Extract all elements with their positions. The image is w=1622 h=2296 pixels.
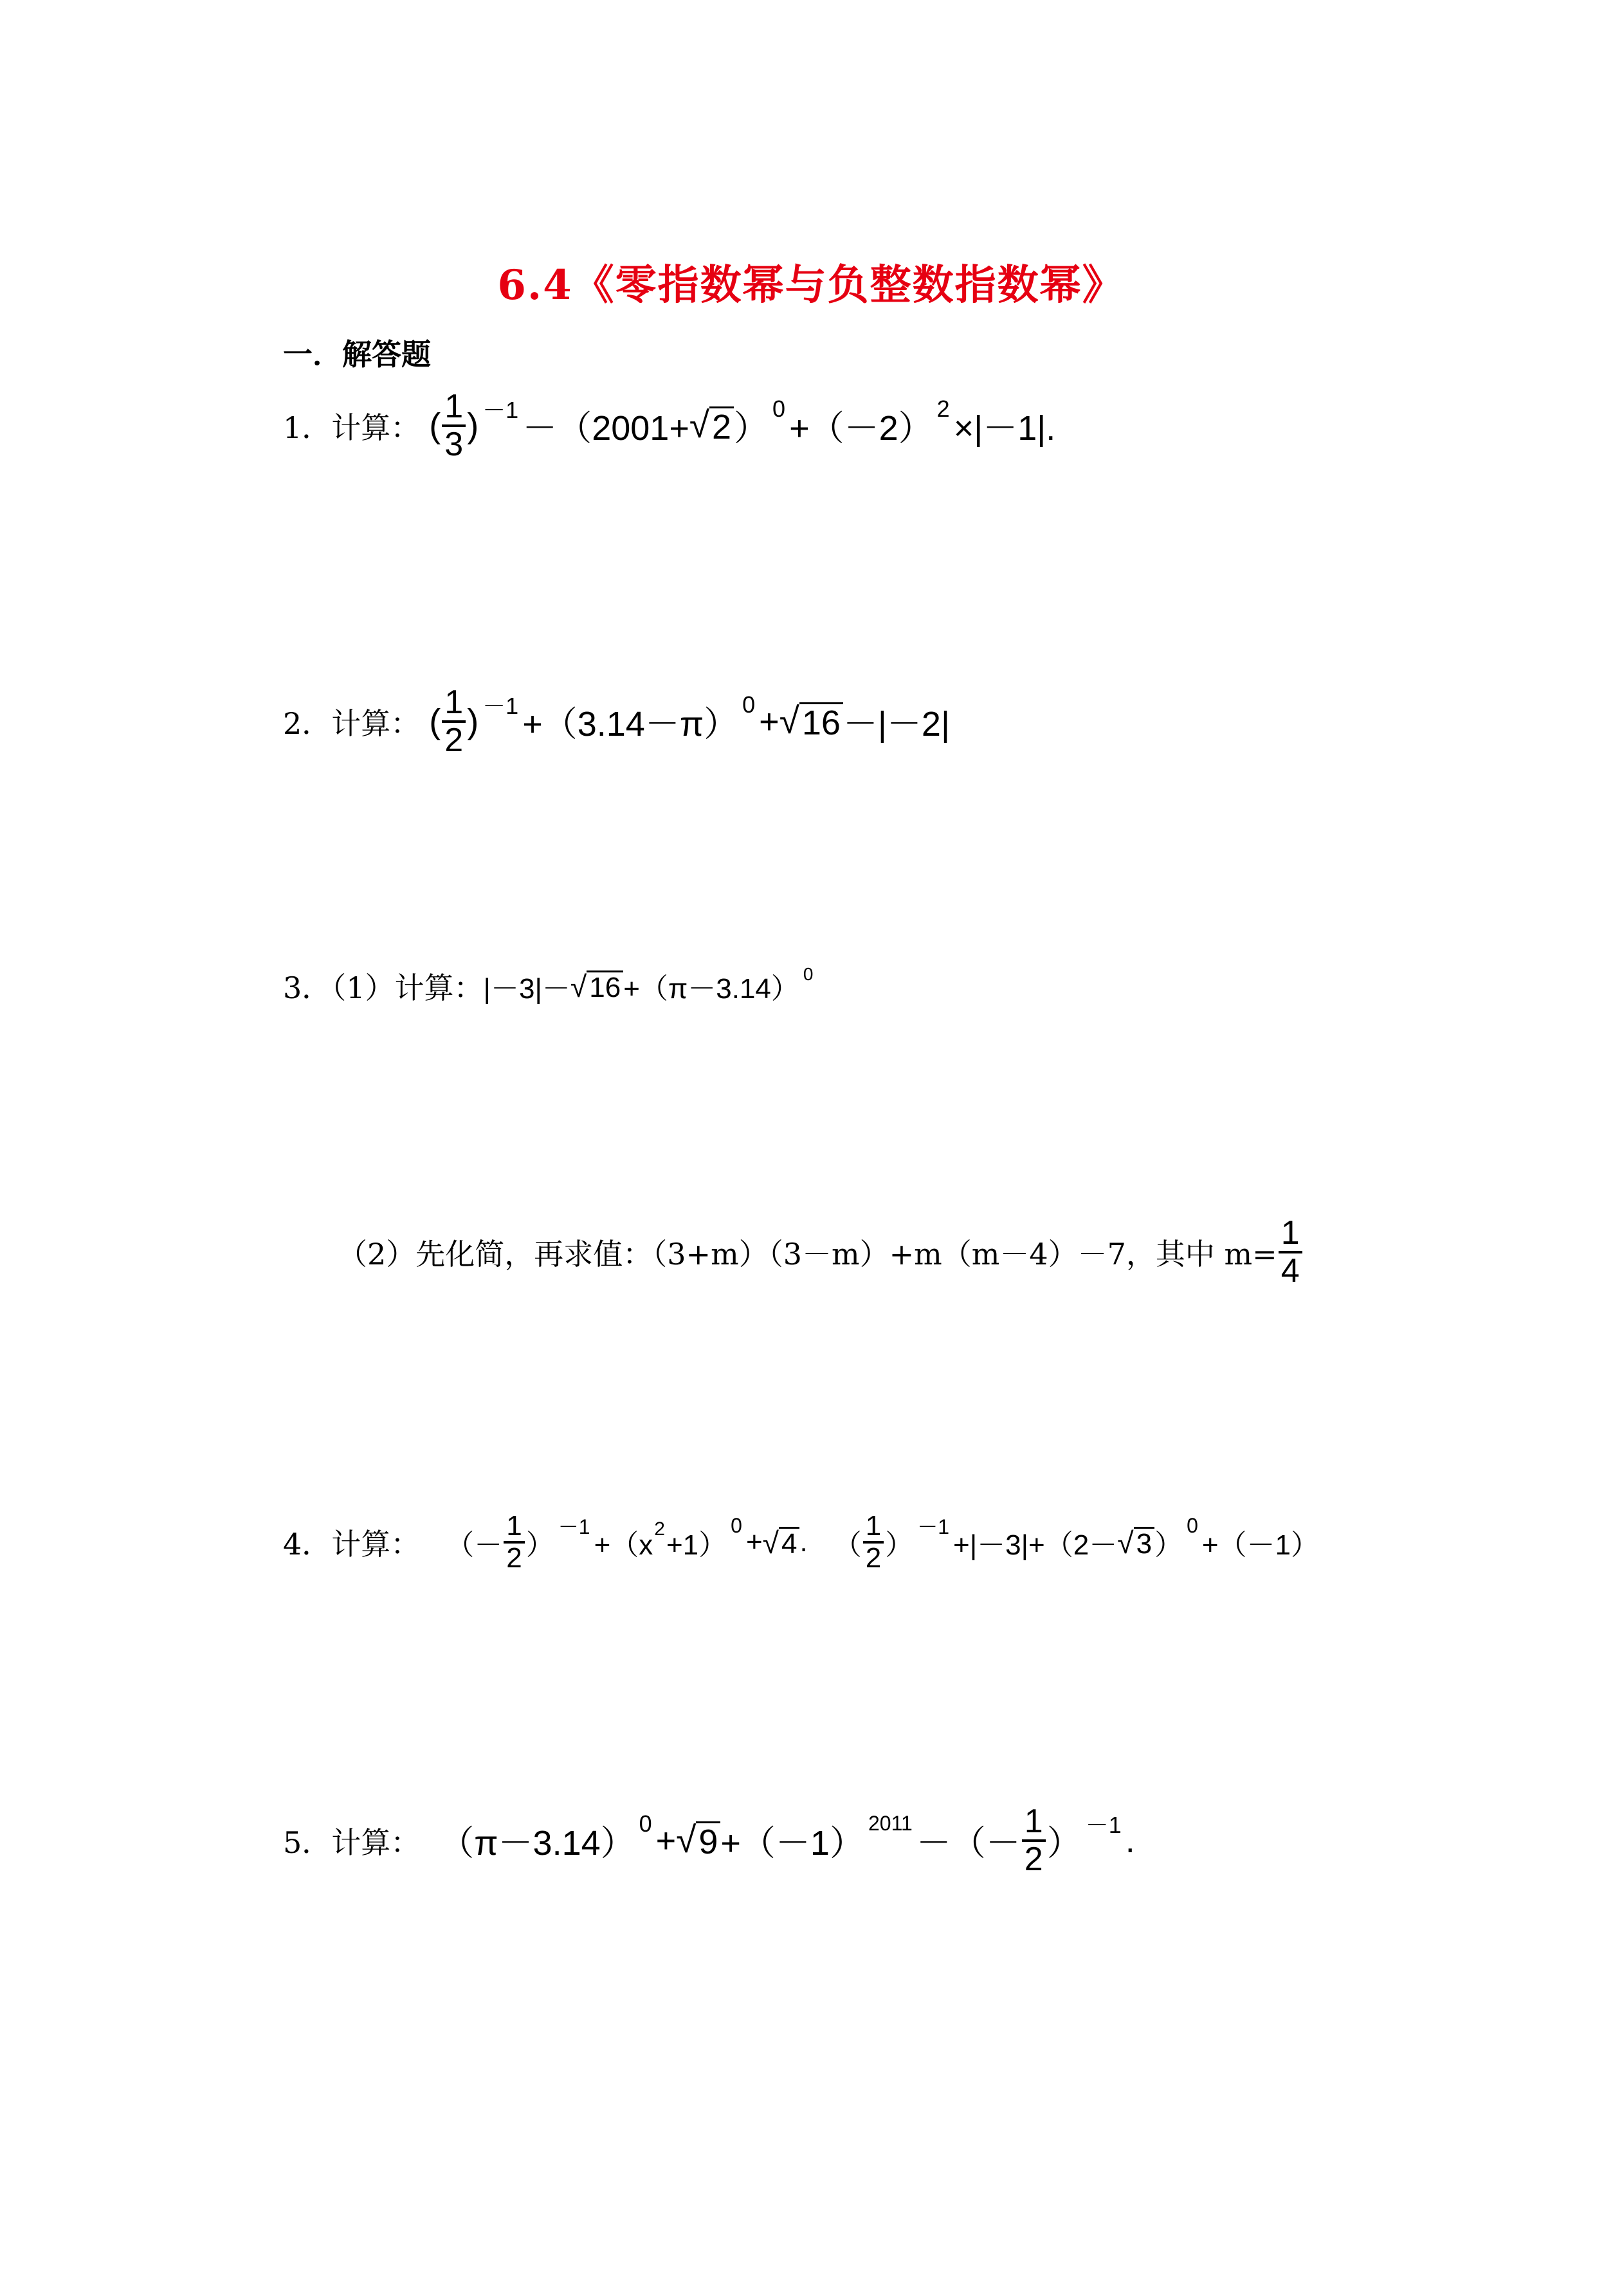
exponent: 0 bbox=[742, 691, 756, 718]
square-root bbox=[689, 405, 734, 447]
question-5-label: 5．计算： bbox=[283, 1825, 421, 1860]
right-paren: ） bbox=[1046, 1824, 1082, 1863]
expression-part: |－3|－ bbox=[483, 973, 570, 1005]
expression-part: +（x bbox=[594, 1529, 653, 1562]
expression-part: +1） bbox=[666, 1529, 727, 1562]
left-paren: （ bbox=[833, 1529, 862, 1562]
fraction-denominator: 3 bbox=[444, 425, 464, 463]
exponent: 2011 bbox=[868, 1812, 913, 1836]
exponent: －1 bbox=[1085, 1812, 1122, 1839]
exponent: －1 bbox=[482, 693, 519, 720]
radicand: 3 bbox=[1134, 1527, 1154, 1558]
exponent: －1 bbox=[482, 397, 519, 424]
fraction-numerator: 1 bbox=[442, 389, 466, 427]
fraction bbox=[442, 685, 466, 758]
radicand: 9 bbox=[696, 1821, 720, 1859]
radical-sign: √ bbox=[762, 1526, 779, 1560]
expression-part: +（－1） bbox=[720, 1824, 864, 1863]
expression-part: －|－2| bbox=[843, 705, 950, 744]
question-1-label: 1．计算： bbox=[283, 410, 421, 445]
square-root bbox=[779, 701, 843, 743]
fraction-numerator: 1 bbox=[863, 1511, 884, 1544]
radicand: 16 bbox=[799, 702, 843, 740]
question-3-label: 3．（1）计算： bbox=[283, 970, 484, 1005]
expression-part: +（－2） bbox=[789, 409, 933, 448]
square-root bbox=[570, 970, 623, 1002]
question-3-part-1 bbox=[283, 965, 817, 1007]
question-4 bbox=[283, 1511, 1319, 1573]
fraction bbox=[1022, 1804, 1046, 1877]
exponent: －1 bbox=[917, 1515, 950, 1539]
right-paren: ) bbox=[467, 702, 479, 741]
radicand: 16 bbox=[587, 970, 623, 1002]
fraction bbox=[1279, 1216, 1302, 1288]
square-root bbox=[763, 1527, 800, 1558]
question-4-label: 4．计算： bbox=[283, 1527, 421, 1562]
right-paren: ） bbox=[885, 1529, 914, 1562]
fraction-denominator: 2 bbox=[865, 1542, 882, 1574]
right-paren: ) bbox=[467, 406, 479, 445]
plus-sign: + bbox=[655, 1821, 677, 1860]
expression-part: +（3.14－π） bbox=[522, 705, 739, 744]
plus-sign: + bbox=[759, 702, 779, 741]
question-3-part-2-text: （2）先化简，再求值：（3+m）（3－m）+m（m－4）－7，其中 m= bbox=[338, 1236, 1277, 1271]
radical-sign: √ bbox=[676, 1820, 697, 1861]
question-3-part-2 bbox=[338, 1216, 1304, 1288]
fraction-denominator: 4 bbox=[1280, 1252, 1300, 1289]
fraction-denominator: 2 bbox=[1024, 1840, 1043, 1878]
separator: . bbox=[799, 1526, 808, 1558]
right-paren: ） bbox=[734, 409, 769, 448]
expression-part: （－ bbox=[446, 1529, 503, 1562]
expression-part: +（－1） bbox=[1201, 1529, 1320, 1562]
document-title: 6.4《零指数幂与负整数指数幂》 bbox=[497, 261, 1125, 309]
exponent: 2 bbox=[654, 1518, 665, 1540]
expression-part: +|－3|+（2－ bbox=[953, 1529, 1118, 1562]
fraction bbox=[442, 389, 466, 462]
fraction bbox=[504, 1511, 524, 1573]
question-1 bbox=[283, 389, 1055, 462]
fraction bbox=[863, 1511, 884, 1573]
exponent: 0 bbox=[639, 1810, 652, 1837]
radicand: 2 bbox=[709, 406, 734, 444]
question-2 bbox=[283, 685, 950, 758]
section-heading: 一．解答题 bbox=[283, 337, 431, 372]
question-2-label: 2．计算： bbox=[283, 706, 421, 741]
expression-part: . bbox=[1125, 1821, 1135, 1860]
left-paren: ( bbox=[429, 702, 441, 741]
radical-sign: √ bbox=[570, 970, 587, 1004]
radicand: 4 bbox=[779, 1527, 799, 1558]
radical-sign: √ bbox=[689, 405, 709, 446]
right-paren: ） bbox=[525, 1529, 554, 1562]
exponent: －1 bbox=[558, 1515, 590, 1539]
radical-sign: √ bbox=[779, 701, 799, 742]
exponent: 0 bbox=[772, 395, 786, 422]
plus-sign: + bbox=[745, 1526, 763, 1558]
exponent: 0 bbox=[1187, 1513, 1198, 1537]
fraction-numerator: 1 bbox=[442, 685, 466, 723]
exponent: 0 bbox=[803, 964, 814, 984]
fraction-numerator: 1 bbox=[504, 1511, 524, 1544]
expression-part: －（－ bbox=[916, 1824, 1021, 1863]
exponent: 0 bbox=[731, 1513, 742, 1537]
fraction-denominator: 2 bbox=[506, 1542, 522, 1574]
expression-part: （π－3.14） bbox=[439, 1824, 635, 1863]
exponent: 2 bbox=[936, 395, 950, 422]
expression-part: ×|－1|. bbox=[953, 409, 1056, 448]
radical-sign: √ bbox=[1117, 1526, 1134, 1560]
square-root bbox=[676, 1820, 720, 1862]
fraction-numerator: 1 bbox=[1279, 1216, 1302, 1253]
right-paren: ） bbox=[1154, 1529, 1183, 1562]
fraction-numerator: 1 bbox=[1022, 1804, 1046, 1842]
left-paren: ( bbox=[429, 406, 441, 445]
square-root bbox=[1117, 1527, 1154, 1558]
expression-part: +（π－3.14） bbox=[623, 973, 799, 1005]
fraction-denominator: 2 bbox=[444, 721, 464, 759]
question-5 bbox=[283, 1804, 1135, 1877]
expression-part: －（2001+ bbox=[522, 409, 689, 448]
